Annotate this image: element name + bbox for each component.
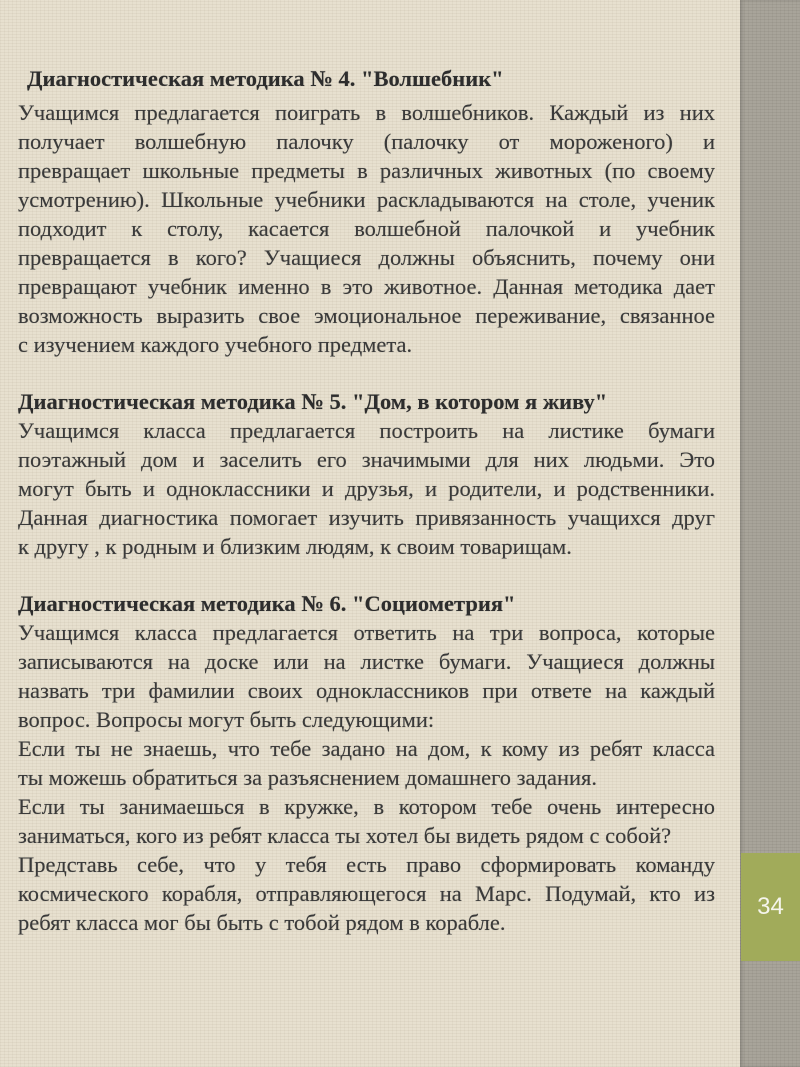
text-line: записываются на доске или на листке бумаги. Учащиеся должны <box>18 649 715 674</box>
text-line: ребят класса мог бы быть с тобой рядом в корабле. <box>18 910 506 935</box>
body-paragraph <box>18 618 715 734</box>
text-line: превращается в кого? Учащиеся должны объяснить, почему они <box>18 245 715 270</box>
text-line: поэтажный дом и заселить его значимыми для них людьми. Это <box>18 447 715 472</box>
section-heading: Диагностическая методика № 4. "Волшебник" <box>27 66 504 91</box>
text-line: к другу , к родным и близким людям, к своим товарищам. <box>18 534 572 559</box>
text-line: Данная диагностика помогает изучить привязанность учащихся друг <box>18 505 715 530</box>
text-line: Учащимся предлагается поиграть в волшебников. Каждый из них <box>18 100 715 125</box>
text-line: Учащимся класса предлагается ответить на три вопроса, которые <box>18 620 715 645</box>
text-line: могут быть и одноклассники и друзья, и родители, и родственники. <box>18 476 715 501</box>
body-paragraph <box>18 98 715 359</box>
text-line: подходит к столу, касается волшебной палочкой и учебник <box>18 216 715 241</box>
text-line: Представь себе, что у тебя есть право сформировать команду <box>18 852 715 877</box>
section-heading: Диагностическая методика № 6. "Социометрия" <box>18 591 516 616</box>
text-line: Учащимся класса предлагается построить на листике бумаги <box>18 418 715 443</box>
text-line: Если ты не знаешь, что тебе задано на дом, к кому из ребят класса <box>18 736 715 761</box>
text-line: превращают учебник именно в это животное. Данная методика дает <box>18 274 715 299</box>
page-number-badge <box>741 853 800 961</box>
text-line: ты можешь обратиться за разъяснением домашнего задания. <box>18 765 598 790</box>
text-line: космического корабля, отправляющегося на Марс. Подумай, кто из <box>18 881 715 906</box>
text-line: Если ты занимаешься в кружке, в котором тебе очень интересно <box>18 794 715 819</box>
slide-text-body <box>18 64 715 937</box>
body-paragraph <box>18 792 715 850</box>
text-line: вопрос. Вопросы могут быть следующими: <box>18 707 435 732</box>
method-section <box>18 387 715 561</box>
text-line: назвать три фамилии своих одноклассников при ответе на каждый <box>18 678 715 703</box>
method-section <box>18 64 715 359</box>
text-line: заниматься, кого из ребят класса ты хотел бы видеть рядом с собой? <box>18 823 672 848</box>
text-line: усмотрению). Школьные учебники раскладываются на столе, ученик <box>18 187 715 212</box>
body-paragraph <box>18 416 715 561</box>
method-section <box>18 589 715 937</box>
text-line: превращает школьные предметы в различных животных (по своему <box>18 158 715 183</box>
body-paragraph <box>18 734 715 792</box>
section-heading: Диагностическая методика № 5. "Дом, в котором я живу" <box>18 389 608 414</box>
page-number: 34 <box>757 893 784 920</box>
text-line: с изучением каждого учебного предмета. <box>18 332 413 357</box>
body-paragraph <box>18 850 715 937</box>
text-line: возможность выразить свое эмоциональное переживание, связанное <box>18 303 715 328</box>
text-line: получает волшебную палочку (палочку от мороженого) и <box>18 129 715 154</box>
